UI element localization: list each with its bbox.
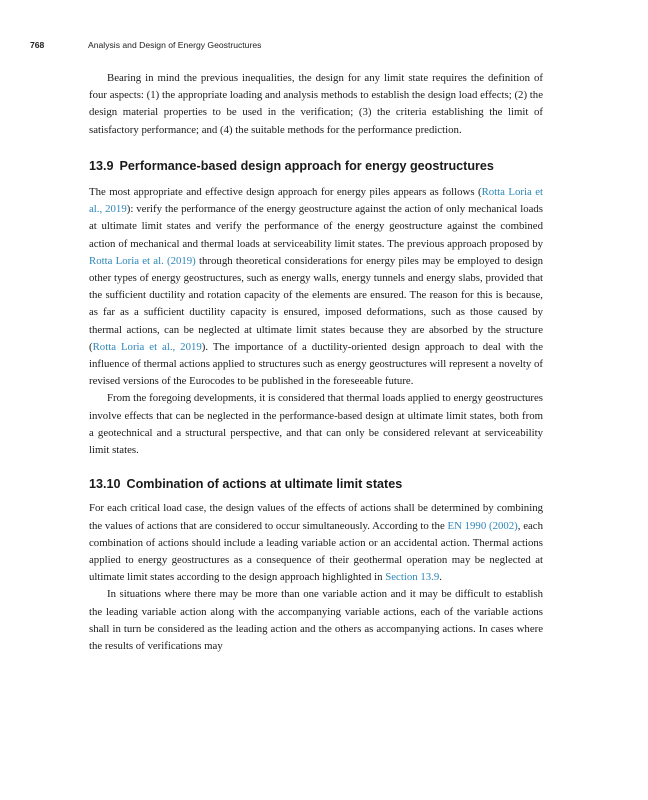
running-title: Analysis and Design of Energy Geostructures: [88, 40, 262, 50]
citation-link[interactable]: EN 1990 (2002): [447, 519, 518, 532]
paragraph: [89, 500, 543, 586]
section-heading-13-10: [89, 476, 543, 493]
intro-paragraph: Bearing in mind the previous inequalities, the design for any limit state requires the definition of four aspects: (1) the appropriate loading and analysis methods to establish the design load effects; (2) the design material properties to be used in the verification; (3) the criteria establishing the limit of satisfactory performance; and (4) the suitable methods for the performance prediction.: [89, 72, 543, 136]
page-body: [89, 70, 543, 655]
section-title: Performance-based design approach for energy geostructures: [119, 158, 494, 173]
text-run: .: [439, 571, 442, 584]
text-run: , each combination of actions should include a leading variable action or an accidental action. Thermal actions applied to energy geostructures as a consequence of their geothermal operation may be neglected at ultimate limit states according to the design approach highlighted in: [89, 519, 543, 584]
citation-link[interactable]: Rotta Loria et al., 2019: [89, 186, 543, 216]
citation-link[interactable]: Rotta Loria et al., 2019: [92, 340, 202, 353]
paragraph: [89, 184, 543, 390]
running-header: [30, 40, 588, 50]
section-number: 13.10: [89, 477, 121, 492]
section-title: Combination of actions at ultimate limit states: [126, 477, 403, 492]
page-number: 768: [30, 40, 45, 50]
text-run: For each critical load case, the design values of the effects of actions shall be determined by combining the values of actions that are considered to occur simultaneously. According to the: [89, 502, 543, 532]
text-run: ). The importance of a ductility-oriented design approach to deal with the influence of thermal actions applied to structures such as energy geostructures will represent a novelty of revised versions of the Eurocodes to be published in the foreseeable future.: [89, 340, 543, 388]
paragraph: From the foregoing developments, it is considered that thermal loads applied to energy geostructures involve effects that can be neglected in the performance-based design at ultimate limit states, both from a geotechnical and a structural perspective, and that can only be considered relevant at serviceability limit states.: [89, 392, 543, 457]
paragraph: In situations where there may be more than one variable action and it may be difficult to establish the leading variable action along with the accompanying variable actions, each of the variable actions shall in turn be considered as the leading action and the others as accompanying actions. In cases where the results of verifications may: [89, 588, 543, 653]
text-run: ): verify the performance of the energy geostructure against the action of only mechanical loads at ultimate limit states and verify the performance of the energy geostructure against the combined action of mechanical and thermal loads at serviceability limit states. The previous approach proposed by: [89, 203, 544, 250]
section-number: 13.9: [89, 158, 114, 173]
text-run: The most appropriate and effective design approach for energy piles appears as follows (: [89, 186, 482, 199]
section-link[interactable]: Section 13.9: [385, 571, 440, 584]
section-heading-13-9: [89, 158, 543, 175]
citation-link[interactable]: Rotta Loria et al. (2019): [89, 254, 196, 267]
text-run: through theoretical considerations for energy piles may be employed to design other types of energy geostructures, such as energy walls, energy tunnels and energy slabs, provided that the sufficient ductility and rotation capacity of the elements are ensured. The reason for this is because, as far as a sufficient ductility capacity is ensured, imposed deformations, such as those caused by thermal actions, can be neglected at ultimate limit states because they are absorbed by the structure (: [89, 254, 544, 353]
